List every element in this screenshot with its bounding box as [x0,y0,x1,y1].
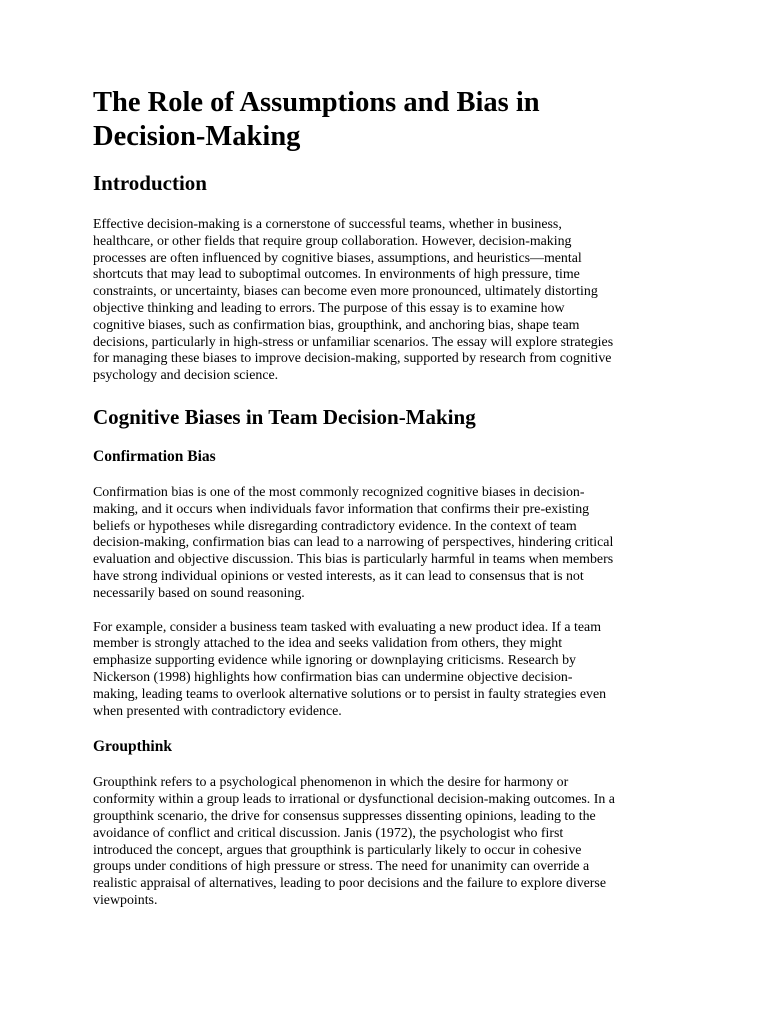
title-line: The Role of Assumptions and Bias in [93,87,540,118]
paragraph-line: realistic appraisal of alternatives, leading to poor decisions and the failure to explore diverse [93,876,606,892]
paragraph [93,217,678,385]
paragraph-line: objective thinking and leading to errors. The purpose of this essay is to examine how [93,300,565,316]
paragraph-line: decisions, particularly in high-stress or unfamiliar scenarios. The essay will explore strategies [93,334,614,350]
paragraph [93,485,678,603]
title-line: Decision-Making [93,121,301,152]
paragraph-line: psychology and decision science. [93,368,279,384]
paragraph-line: groups under conditions of high pressure or stress. The need for unanimity can override a [93,859,590,875]
paragraph-line: groupthink scenario, the drive for consensus suppresses dissenting opinions, leading to the [93,808,596,824]
document-title [93,86,678,154]
paragraph-line: processes are often influenced by cognitive biases, assumptions, and heuristics—mental [93,250,582,266]
subsection-heading-groupthink: Groupthink [93,738,172,756]
paragraph [93,775,678,909]
paragraph-line: healthcare, or other fields that require group collaboration. However, decision-making [93,233,572,249]
paragraph-line: making, leading teams to overlook alternative solutions or to persist in faulty strategies even [93,686,607,702]
paragraph-line: emphasize supporting evidence while ignoring or downplaying criticisms. Research by [93,653,576,669]
paragraph-line: For example, consider a business team tasked with evaluating a new product idea. If a team [93,619,601,635]
paragraph-line: for managing these biases to improve decision-making, supported by research from cognitive [93,351,612,367]
paragraph-line: Confirmation bias is one of the most commonly recognized cognitive biases in decision- [93,484,585,500]
paragraph-line: beliefs or hypotheses while disregarding contradictory evidence. In the context of team [93,518,577,534]
section-heading-introduction: Introduction [93,171,207,195]
paragraph-line: introduced the concept, argues that groupthink is particularly likely to occur in cohesive [93,842,582,858]
paragraph-line: member is strongly attached to the idea and seeks validation from others, they might [93,636,563,652]
paragraph-line: Nickerson (1998) highlights how confirmation bias can undermine objective decision- [93,669,573,685]
paragraph-line: evaluation and objective discussion. This bias is particularly harmful in teams when members [93,552,614,568]
paragraph-line: decision-making, confirmation bias can lead to a narrowing of perspectives, hindering critical [93,535,614,551]
section-heading-cognitive-biases: Cognitive Biases in Team Decision-Making [93,404,476,429]
paragraph-line: constraints, or uncertainty, biases can become even more pronounced, ultimately distorting [93,284,598,300]
paragraph-line: shortcuts that may lead to suboptimal outcomes. In environments of high pressure, time [93,267,580,283]
paragraph-line: Groupthink refers to a psychological phenomenon in which the desire for harmony or [93,775,569,791]
paragraph-line: viewpoints. [93,892,158,908]
document-page [93,86,678,927]
paragraph-line: cognitive biases, such as confirmation bias, groupthink, and anchoring bias, shape team [93,317,580,333]
subsection-heading-confirmation-bias: Confirmation Bias [93,447,216,465]
paragraph-line: when presented with contradictory evidence. [93,703,342,719]
paragraph-line: conformity within a group leads to irrational or dysfunctional decision-making outcomes. In a [93,792,615,808]
paragraph [93,620,678,721]
paragraph-line: Effective decision-making is a cornerstone of successful teams, whether in business, [93,217,562,232]
paragraph-line: avoidance of conflict and critical discussion. Janis (1972), the psychologist who first [93,825,564,841]
paragraph-line: have strong individual opinions or vested interests, as it can lead to consensus that is not [93,568,584,584]
paragraph-line: necessarily based on sound reasoning. [93,585,305,601]
paragraph-line: making, and it occurs when individuals favor information that confirms their pre-existing [93,501,590,517]
